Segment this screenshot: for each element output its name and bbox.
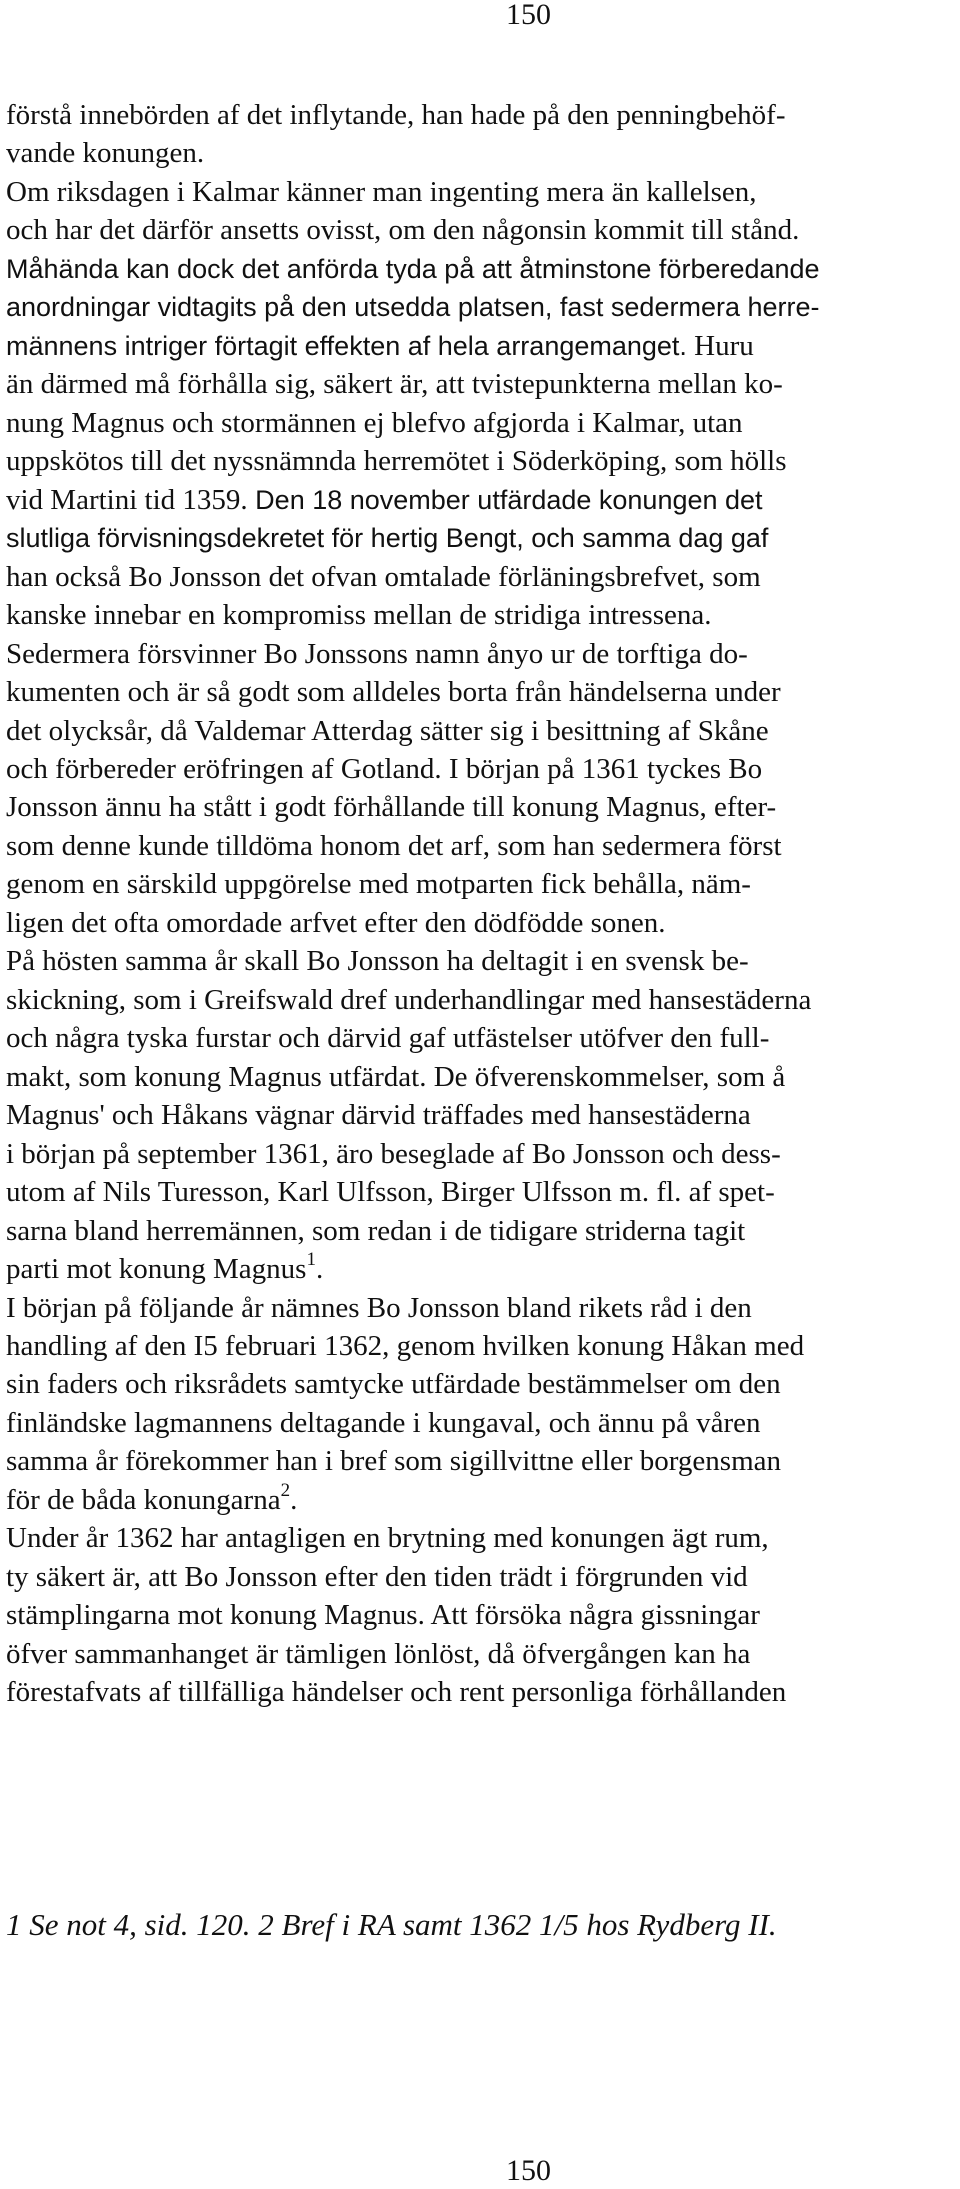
text-segment: anordningar vidtagits på den utsedda platsen, fast sedermera herre- (6, 292, 820, 323)
footnote-marker: 1 (306, 1249, 316, 1271)
text-segment: stämplingarna mot konung Magnus. (6, 1599, 425, 1632)
body-text (6, 96, 960, 1712)
text-segment: Om riksdagen i Kalmar känner man ingenting mera än kallelsen, (6, 175, 757, 208)
text-line (6, 1019, 960, 1057)
text-line (6, 1365, 960, 1403)
text-segment: förestafvats af tillfälliga händelser och rent personliga förhållanden (6, 1676, 787, 1709)
text-segment: vid Martini tid 1359. (6, 483, 248, 516)
text-segment: han också Bo Jonsson det ofvan omtalade förläningsbrefvet, som (6, 560, 761, 593)
text-line (6, 981, 960, 1019)
text-segment: öfver sammanhanget är tämligen lönlöst, då öfvergången kan ha (6, 1637, 751, 1670)
text-line (6, 327, 960, 365)
text-line (6, 750, 960, 788)
text-line (6, 1442, 960, 1480)
text-line (6, 1327, 960, 1365)
text-line (6, 712, 960, 750)
text-line (6, 211, 960, 249)
text-segment: männens intriger förtagit effekten af hela arrangemanget. (6, 330, 687, 361)
text-line (6, 288, 960, 326)
text-line (6, 1481, 960, 1519)
page-number-bottom: 150 (506, 2154, 551, 2187)
text-line (6, 635, 960, 673)
text-segment: som denne kunde tilldöma honom det arf, som han sedermera först (6, 829, 782, 862)
text-line (6, 1673, 960, 1711)
text-line (6, 942, 960, 980)
text-segment: och har det därför ansetts ovisst, om den någonsin kommit till stånd. (6, 214, 800, 247)
text-segment: ligen det ofta omordade arfvet efter den dödfödde sonen. (6, 906, 666, 939)
text-segment: kanske innebar en kompromiss mellan de stridiga intressena. (6, 599, 712, 632)
text-segment: utom af Nils Turesson, Karl Ulfsson, Birger Ulfsson m. fl. af spet- (6, 1176, 775, 1209)
text-segment: nung Magnus och stormännen ej blefvo afgjorda i Kalmar, utan (6, 406, 743, 439)
text-segment: Den 18 november utfärdade konungen det (247, 484, 763, 515)
text-segment: handling af den I5 februari 1362, genom hvilken konung Håkan med (6, 1330, 805, 1362)
text-segment: Jonsson ännu ha stått i godt förhållande till konung Magnus, efter- (6, 791, 777, 824)
text-segment: . (315, 1253, 324, 1286)
text-line (6, 788, 960, 826)
text-segment: ty säkert är, att Bo Jonsson efter den tiden trädt i förgrunden vid (6, 1560, 748, 1593)
text-line (6, 519, 960, 557)
text-segment: i början på september 1361, äro beseglade af Bo Jonsson och dess- (6, 1137, 781, 1170)
text-line (6, 96, 960, 134)
text-segment: makt, som konung Magnus utfärdat. (6, 1060, 427, 1093)
text-line (6, 904, 960, 942)
text-line (6, 481, 960, 519)
text-segment: vande konungen. (6, 137, 205, 170)
text-segment: sin faders och riksrådets samtycke utfärdade bestämmelser om den (6, 1368, 781, 1401)
page-number-top: 150 (506, 0, 551, 31)
text-segment: för de båda konungarna (6, 1483, 281, 1516)
text-line (6, 596, 960, 634)
text-line (6, 250, 960, 288)
footnote-marker: 2 (280, 1480, 291, 1502)
text-line (6, 1250, 960, 1288)
text-segment: genom en särskild uppgörelse med motparten fick behålla, näm- (6, 868, 751, 901)
text-segment: På hösten samma år skall Bo Jonsson ha deltagit i en svensk be- (6, 945, 749, 978)
text-segment: uppskötos till det nyssnämnda herremötet i Söderköping, som hölls (6, 445, 787, 478)
text-line (6, 1173, 960, 1211)
text-segment: sarna bland herremännen, som redan i de tidigare striderna tagit (6, 1214, 746, 1247)
text-line (6, 1096, 960, 1134)
text-line (6, 1558, 960, 1596)
text-segment: och några tyska furstar och därvid gaf utfästelser utöfver den full- (6, 1022, 770, 1055)
text-segment: Att försöka några gissningar (424, 1599, 760, 1632)
text-segment: Huru (686, 329, 754, 362)
text-segment: och förbereder eröfringen af Gotland. (6, 752, 442, 785)
text-segment: det olycksår, då Valdemar Atterdag sätter sig i besittning af Skåne (6, 714, 769, 747)
text-line (6, 1289, 960, 1327)
text-line (6, 1596, 960, 1634)
text-segment: Magnus' och Håkans vägnar därvid träffades med hansestäderna (6, 1099, 751, 1132)
text-line (6, 442, 960, 480)
text-line (6, 365, 960, 403)
text-line (6, 827, 960, 865)
text-line (6, 1404, 960, 1442)
text-line (6, 173, 960, 211)
text-line (6, 558, 960, 596)
text-line (6, 1519, 960, 1557)
text-line (6, 404, 960, 442)
footnote: 1 Se not 4, sid. 120. 2 Bref i RA samt 1362 1/5 hos Rydberg II. (6, 1907, 777, 1942)
text-line (6, 865, 960, 903)
text-segment: Måhända kan dock det anförda tyda på att åtminstone förberedande (6, 253, 820, 284)
text-segment: finländske lagmannens deltagande i kungaval, och ännu på våren (6, 1406, 761, 1439)
text-segment: I början på 1361 tyckes Bo (441, 752, 763, 785)
text-segment: kumenten och är så godt som alldeles borta från händelserna under (6, 676, 781, 709)
text-segment: slutliga förvisningsdekretet för hertig Bengt, och samma dag gaf (6, 523, 769, 554)
text-line (6, 673, 960, 711)
text-line (6, 1635, 960, 1673)
text-segment: skickning, som i Greifswald dref underhandlingar med hansestäderna (6, 983, 812, 1016)
text-segment: än därmed må förhålla sig, säkert är, att tvistepunkterna mellan ko- (6, 368, 783, 401)
text-segment: förstå innebörden af det inflytande, han hade på den penningbehöf- (6, 99, 786, 131)
text-segment: Under år 1362 har antagligen en brytning med konungen ägt rum, (6, 1522, 769, 1555)
text-line (6, 1212, 960, 1250)
text-segment: Sedermera försvinner Bo Jonssons namn ånyo ur de torftiga do- (6, 637, 748, 670)
text-line (6, 1135, 960, 1173)
text-segment: samma år förekommer han i bref som sigillvittne eller borgensman (6, 1445, 781, 1478)
text-line (6, 1058, 960, 1096)
text-line (6, 134, 960, 172)
text-segment: parti mot konung Magnus (6, 1253, 307, 1286)
text-segment: . (290, 1483, 298, 1516)
text-segment: De öfverenskommelser, som å (426, 1060, 786, 1093)
text-segment: I början på följande år nämnes Bo Jonsson bland rikets råd i den (6, 1291, 752, 1324)
